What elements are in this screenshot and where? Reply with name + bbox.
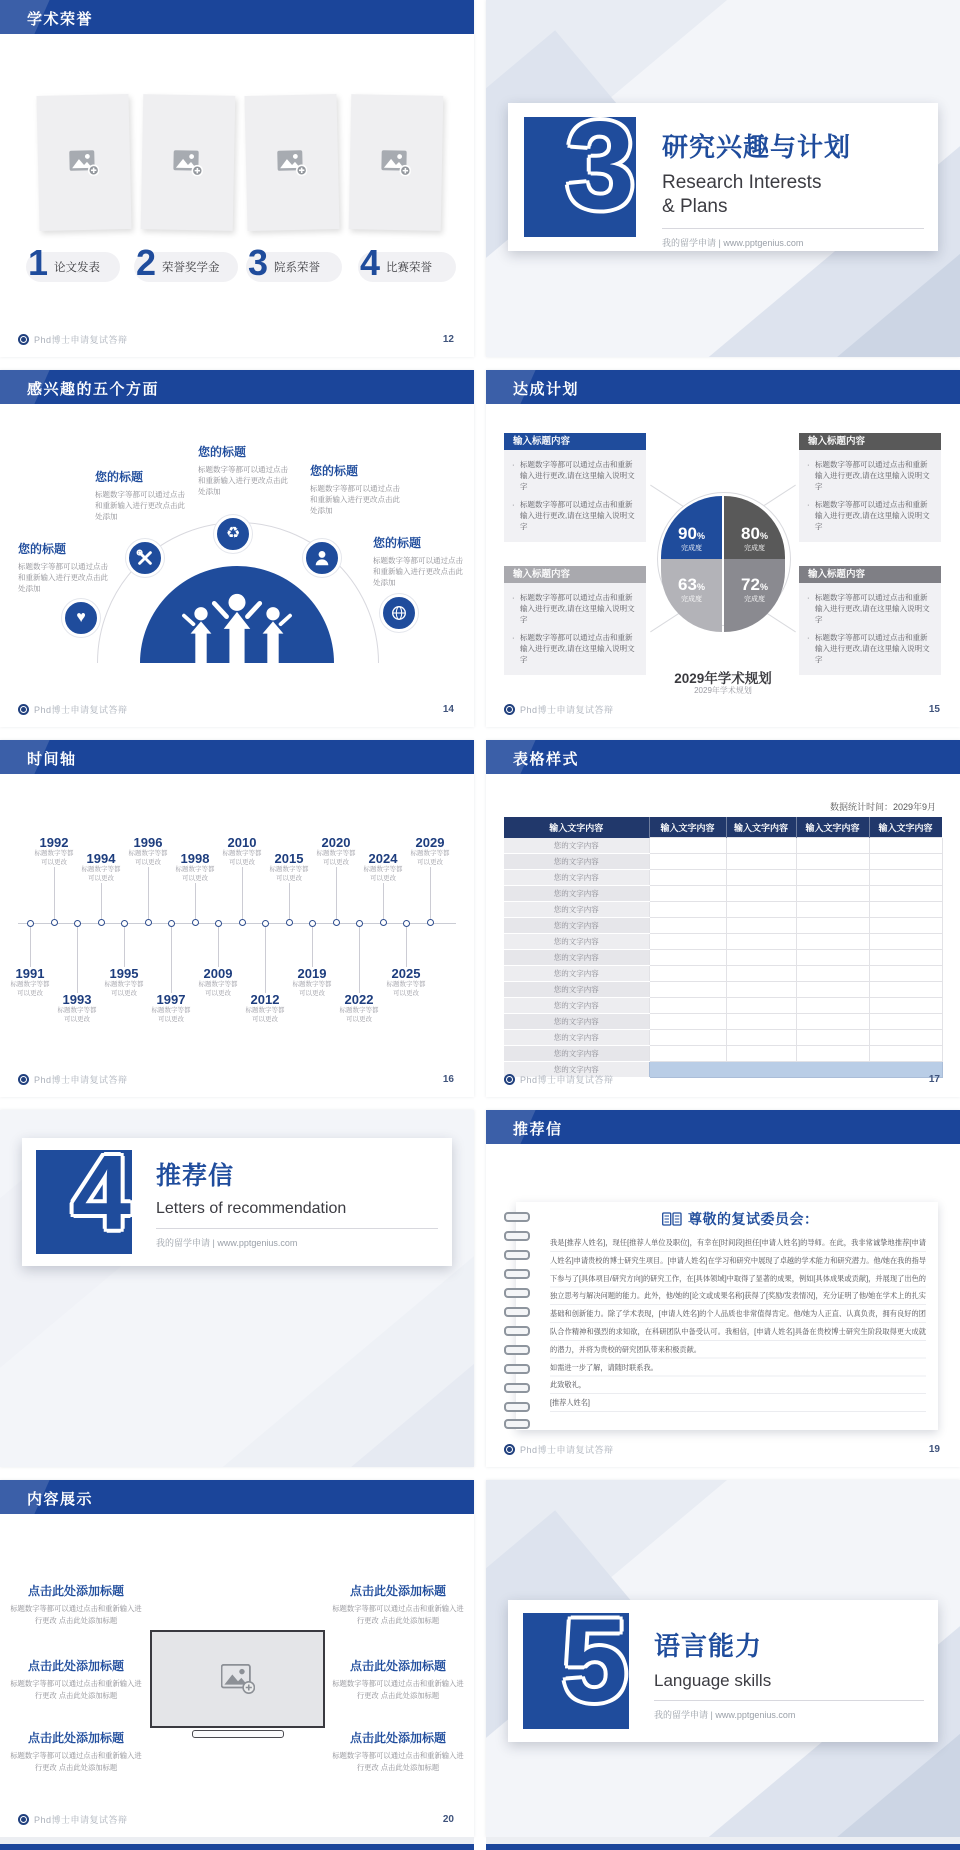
slide-title: 表格样式 bbox=[513, 751, 580, 768]
block-title: 您的标题 bbox=[95, 470, 144, 484]
globe-icon bbox=[380, 594, 418, 632]
section-title: 研究兴趣与计划 bbox=[662, 132, 852, 162]
section-subtitle: Letters of recommendation bbox=[156, 1200, 347, 1217]
text-block bbox=[332, 1729, 464, 1773]
slide-header-bar bbox=[486, 740, 960, 774]
block-title: 您的标题 bbox=[373, 536, 422, 550]
block-title: 点击此处添加标题 bbox=[349, 1584, 446, 1598]
timeline-point: 2009 标题数字等都 可以更改 bbox=[190, 920, 246, 998]
spiral-ring-icon bbox=[504, 1288, 530, 1298]
numbered-item bbox=[134, 242, 238, 283]
slide-19[interactable] bbox=[486, 1110, 960, 1467]
image-placeholder-icon bbox=[69, 149, 100, 176]
text-block bbox=[198, 443, 293, 497]
section-tagline: 我的留学申请 | www.pptgenius.com bbox=[156, 1238, 298, 1248]
block-title: 点击此处添加标题 bbox=[349, 1659, 446, 1673]
block-title: 点击此处添加标题 bbox=[349, 1731, 446, 1745]
section-tagline: 我的留学申请 | www.pptgenius.com bbox=[654, 1710, 796, 1721]
box-title: 输入标题内容 bbox=[504, 433, 646, 450]
spiral-ring-icon bbox=[504, 1326, 530, 1336]
text-block bbox=[332, 1657, 464, 1701]
text-block bbox=[10, 1582, 142, 1626]
spiral-ring-icon bbox=[504, 1231, 530, 1241]
image-placeholder-icon bbox=[381, 149, 411, 176]
section-text bbox=[156, 1156, 438, 1249]
slide-footer bbox=[18, 702, 454, 716]
footer-brand: Phd博士申请复试答辩 bbox=[520, 1074, 614, 1085]
bullet-text: 标题数字等都可以通过点击和重新输入进行更改,请在这里输入说明文字 bbox=[520, 460, 635, 491]
completion-pie bbox=[657, 492, 791, 626]
brand-icon bbox=[18, 1814, 29, 1825]
timeline-point: 1998 标题数字等都 可以更改 bbox=[167, 852, 223, 926]
timeline-point: 2024 标题数字等都 可以更改 bbox=[355, 852, 411, 926]
page-number: 16 bbox=[442, 1073, 454, 1085]
spiral-ring-icon bbox=[504, 1212, 530, 1222]
content-box: 输入标题内容 · 标题数字等都可以通过点击和重新输入进行更改,请在这里输入说明文字 · 标题数字等都可以通过点击和重新输入进行更改,请在这里输入说明文字 bbox=[504, 433, 646, 542]
block-body: 标题数字等都可以通过点击和重新输入进行更改 点击此处添加标题 bbox=[332, 1604, 464, 1625]
spiral-ring-icon bbox=[504, 1269, 530, 1279]
item-number: 4 bbox=[360, 242, 381, 283]
pie-caption-sub: 2029年学术规划 bbox=[694, 686, 752, 695]
block-body: 标题数字等都可以通过点击和重新输入进行更改点击此处添加 bbox=[95, 490, 185, 521]
section-number: 5 bbox=[562, 1595, 628, 1727]
page-number: 12 bbox=[442, 333, 454, 345]
box-title: 输入标题内容 bbox=[799, 433, 941, 450]
slide-header-bar bbox=[486, 370, 960, 404]
numbered-item bbox=[26, 242, 120, 283]
footer-brand: Phd博士申请复试答辩 bbox=[520, 1444, 614, 1455]
timeline-point: 2010 标题数字等都 可以更改 bbox=[214, 836, 270, 926]
numbered-item bbox=[246, 242, 342, 283]
item-label: 院系荣誉 bbox=[274, 262, 321, 274]
table-row: 您的文字内容 bbox=[504, 886, 942, 902]
table-row: 您的文字内容 bbox=[504, 918, 942, 934]
timeline-point: 1997 标题数字等都 可以更改 bbox=[143, 920, 199, 1024]
timeline-point: 1991 标题数字等都 可以更改 bbox=[2, 920, 58, 998]
spiral-ring-icon bbox=[504, 1307, 530, 1317]
footer-brand: Phd博士申请复试答辩 bbox=[34, 1814, 128, 1825]
table-row: 您的文字内容 bbox=[504, 966, 942, 982]
letter-salutation-row bbox=[662, 1209, 819, 1229]
item-number: 3 bbox=[248, 242, 269, 283]
next-slide-peek bbox=[486, 1844, 960, 1850]
slide-footer bbox=[18, 1072, 454, 1086]
slide-title: 内容展示 bbox=[27, 1491, 94, 1508]
table-header-cell: 输入文字内容 bbox=[869, 817, 942, 838]
photo-placeholder bbox=[141, 94, 236, 231]
block-body: 标题数字等都可以通过点击和重新输入进行更改点击此处添加 bbox=[373, 556, 463, 587]
block-body: 标题数字等都可以通过点击和重新输入进行更改 点击此处添加标题 bbox=[10, 1679, 142, 1700]
slide-15[interactable] bbox=[486, 370, 960, 727]
slide-title: 推荐信 bbox=[513, 1121, 563, 1138]
people-group-icon bbox=[173, 591, 301, 663]
row-gap bbox=[0, 1837, 474, 1844]
slide-title: 感兴趣的五个方面 bbox=[27, 381, 160, 398]
block-body: 标题数字等都可以通过点击和重新输入进行更改 点击此处添加标题 bbox=[10, 1751, 142, 1772]
letter-closing: 此致敬礼， bbox=[550, 1380, 586, 1390]
tools-icon bbox=[126, 539, 164, 577]
table-note: 数据统计时间：2029年9月 bbox=[829, 802, 936, 812]
box-title: 输入标题内容 bbox=[799, 566, 941, 583]
row-gap bbox=[486, 1837, 960, 1844]
block-body: 标题数字等都可以通过点击和重新输入进行更改点击此处添加 bbox=[310, 484, 400, 515]
content-box: 输入标题内容 · 标题数字等都可以通过点击和重新输入进行更改,请在这里输入说明文字 · 标题数字等都可以通过点击和重新输入进行更改,请在这里输入说明文字 bbox=[504, 566, 646, 675]
quadrant-80: 80% 完成度 bbox=[724, 496, 785, 569]
document-icon bbox=[662, 1212, 682, 1226]
spiral-ring-icon bbox=[504, 1402, 530, 1412]
page-number: 15 bbox=[928, 703, 940, 715]
letter-salutation: 尊敬的复试委员会： bbox=[688, 1211, 819, 1227]
timeline-point: 1994 标题数字等都 可以更改 bbox=[73, 852, 129, 926]
brand-icon bbox=[18, 704, 29, 715]
timeline-point: 1992 标题数字等都 可以更改 bbox=[26, 836, 82, 926]
section-number: 4 bbox=[72, 1134, 131, 1252]
table-header-cell: 输入文字内容 bbox=[726, 817, 796, 838]
bullet-text: 标题数字等都可以通过点击和重新输入进行更改,请在这里输入说明文字 bbox=[520, 500, 635, 531]
next-slide-peek bbox=[0, 1844, 474, 1850]
slide-header-bar bbox=[0, 1480, 474, 1514]
item-label: 论文发表 bbox=[54, 262, 101, 274]
table-row: 您的文字内容 bbox=[504, 1046, 942, 1062]
image-placeholder-icon bbox=[173, 149, 203, 176]
table-row: 您的文字内容 bbox=[504, 950, 942, 966]
timeline-point: 2015 标题数字等都 可以更改 bbox=[261, 852, 317, 926]
timeline-point: 2025 标题数字等都 可以更改 bbox=[378, 920, 434, 998]
block-title: 点击此处添加标题 bbox=[27, 1584, 124, 1598]
bullet-text: 标题数字等都可以通过点击和重新输入进行更改,请在这里输入说明文字 bbox=[815, 593, 930, 624]
bullet-text: 标题数字等都可以通过点击和重新输入进行更改,请在这里输入说明文字 bbox=[815, 460, 930, 491]
section-text bbox=[654, 1626, 924, 1721]
timeline-point: 1995 标题数字等都 可以更改 bbox=[96, 920, 152, 998]
item-label: 荣誉奖学金 bbox=[162, 262, 220, 274]
table-header-row bbox=[504, 817, 942, 838]
slide-footer bbox=[18, 332, 454, 346]
footer-brand: Phd博士申请复试答辩 bbox=[34, 1074, 128, 1085]
data-table bbox=[504, 817, 943, 1078]
page-number: 14 bbox=[442, 703, 454, 715]
tv-display bbox=[150, 1630, 325, 1728]
box-title: 输入标题内容 bbox=[504, 566, 646, 583]
bullet-text: 标题数字等都可以通过点击和重新输入进行更改,请在这里输入说明文字 bbox=[815, 633, 930, 664]
timeline-point: 2020 标题数字等都 可以更改 bbox=[308, 836, 364, 926]
section-text bbox=[662, 127, 924, 249]
block-title: 点击此处添加标题 bbox=[27, 1731, 124, 1745]
section-tagline: 我的留学申请 | www.pptgenius.com bbox=[662, 237, 804, 248]
section-title: 语言能力 bbox=[654, 1631, 763, 1661]
table-row: 您的文字内容 bbox=[504, 982, 942, 998]
table-row: 您的文字内容 bbox=[504, 934, 942, 950]
table-row: 您的文字内容 bbox=[504, 838, 942, 854]
letter-body bbox=[550, 1234, 926, 1412]
slide-footer bbox=[504, 1072, 940, 1086]
bullet-text: 标题数字等都可以通过点击和重新输入进行更改,请在这里输入说明文字 bbox=[815, 500, 930, 531]
block-title: 您的标题 bbox=[310, 464, 359, 478]
page-number: 19 bbox=[928, 1443, 940, 1455]
brand-icon bbox=[504, 1444, 515, 1455]
footer-brand: Phd博士申请复试答辩 bbox=[34, 334, 128, 345]
photo-placeholder bbox=[349, 94, 444, 231]
divider-line bbox=[156, 1228, 438, 1229]
timeline-point: 2029 标题数字等都 可以更改 bbox=[402, 836, 458, 926]
image-placeholder-icon bbox=[221, 1664, 255, 1694]
item-label: 比赛荣誉 bbox=[386, 262, 433, 274]
divider-line bbox=[662, 228, 924, 229]
connector-line bbox=[760, 485, 796, 509]
letter-closing: 如需进一步了解，请随时联系我。 bbox=[550, 1362, 658, 1372]
section-number: 3 bbox=[566, 97, 635, 235]
section-card bbox=[508, 97, 938, 251]
item-number: 1 bbox=[28, 242, 49, 283]
table-row: 您的文字内容 bbox=[504, 1014, 942, 1030]
page-number: 20 bbox=[442, 1813, 454, 1825]
section-card bbox=[22, 1134, 452, 1266]
brand-icon bbox=[18, 1074, 29, 1085]
timeline-point: 2012 标题数字等都 可以更改 bbox=[237, 920, 293, 1024]
slide-title: 时间轴 bbox=[27, 751, 77, 768]
slide-16[interactable] bbox=[0, 740, 474, 1097]
recycle-icon: ♻ bbox=[214, 515, 252, 553]
block-body: 标题数字等都可以通过点击和重新输入进行更改 点击此处添加标题 bbox=[332, 1751, 464, 1772]
table-row: 您的文字内容 bbox=[504, 870, 942, 886]
spiral-ring-icon bbox=[504, 1345, 530, 1355]
text-block bbox=[332, 1582, 464, 1626]
slide-header-bar bbox=[486, 1110, 960, 1144]
table-row: 您的文字内容 bbox=[504, 854, 942, 870]
table-row: 您的文字内容 bbox=[504, 998, 942, 1014]
table-header-cell: 输入文字内容 bbox=[796, 817, 869, 838]
section-title: 推荐信 bbox=[156, 1162, 235, 1190]
slide-21[interactable] bbox=[486, 1480, 960, 1837]
slide-title: 学术荣誉 bbox=[27, 11, 94, 28]
block-body: 标题数字等都可以通过点击和重新输入进行更改点击此处添加 bbox=[18, 562, 108, 593]
text-block bbox=[10, 1729, 142, 1773]
photo-placeholder bbox=[36, 94, 131, 231]
slide-14[interactable] bbox=[0, 370, 474, 727]
brand-icon bbox=[18, 334, 29, 345]
photo-placeholder bbox=[244, 94, 339, 231]
slide-12[interactable] bbox=[0, 0, 474, 357]
slide-title: 达成计划 bbox=[513, 381, 580, 398]
table-header-cell: 输入文字内容 bbox=[504, 817, 649, 838]
spiral-ring-icon bbox=[504, 1419, 530, 1429]
footer-brand: Phd博士申请复试答辩 bbox=[520, 704, 614, 715]
slide-header-bar bbox=[0, 0, 474, 34]
brand-icon bbox=[504, 704, 515, 715]
letter-paragraph: 我是[推荐人姓名]，现任[推荐人单位及职位]，有幸在[时间段]担任[申请人姓名]的导师。在此，我非常诚挚地推荐[申请人姓名]申请贵校的博士研究生项目。[申请人姓名]在学习和研究中展现了卓越的学术能力和研究潜力。他/她在我的指导下参与了[具体项目/研究方向]的研究工作，在[具体领域]中取得了显著的成果，例如[具体成果或贡献]，并展现了出色的独立思考与解决问题的能力。此外，他/她的[论文或成果名称]获得了[奖励/发表情况]，充分证明了他/她在学术上的扎实基础和创新能力。除了学术表现，[申请人姓名]的个人品质也非常值得肯定。他/她为人正直、认真负责，拥有良好的团队合作精神和强烈的求知欲，在科研团队中备受认可。我相信，[申请人姓名]具备在贵校博士研究生阶段取得更大成就的潜力，并将为贵校的研究团队带来积极贡献。 bbox=[550, 1238, 926, 1354]
connector-line bbox=[650, 485, 686, 509]
footer-brand: Phd博士申请复试答辩 bbox=[34, 704, 128, 715]
slide-17[interactable] bbox=[486, 740, 960, 1097]
spiral-ring-icon bbox=[504, 1364, 530, 1374]
slide-18[interactable] bbox=[0, 1110, 474, 1467]
slide-footer bbox=[18, 1812, 454, 1826]
page-number: 17 bbox=[928, 1073, 940, 1085]
divider-line bbox=[654, 1700, 924, 1701]
block-title: 您的标题 bbox=[198, 445, 247, 459]
slide-20[interactable] bbox=[0, 1480, 474, 1837]
quadrant-72: 72% 完成度 bbox=[724, 559, 785, 632]
slide-13[interactable] bbox=[486, 0, 960, 357]
block-title: 您的标题 bbox=[18, 542, 67, 556]
person-icon bbox=[303, 539, 341, 577]
bullet-text: 标题数字等都可以通过点击和重新输入进行更改,请在这里输入说明文字 bbox=[520, 633, 635, 664]
timeline-point: 1993 标题数字等都 可以更改 bbox=[49, 920, 105, 1024]
numbered-item bbox=[358, 242, 456, 283]
block-title: 点击此处添加标题 bbox=[27, 1659, 124, 1673]
timeline-point: 1996 标题数字等都 可以更改 bbox=[120, 836, 176, 926]
table-header-cell: 输入文字内容 bbox=[649, 817, 726, 838]
table-row: 您的文字内容 bbox=[504, 1030, 942, 1046]
item-number: 2 bbox=[136, 242, 157, 283]
slide-footer bbox=[504, 1442, 940, 1456]
block-body: 标题数字等都可以通过点击和重新输入进行更改 点击此处添加标题 bbox=[10, 1604, 142, 1625]
content-box: 输入标题内容 · 标题数字等都可以通过点击和重新输入进行更改,请在这里输入说明文字 · 标题数字等都可以通过点击和重新输入进行更改,请在这里输入说明文字 bbox=[799, 433, 941, 542]
timeline-point: 2019 标题数字等都 可以更改 bbox=[284, 920, 340, 998]
tv-stand bbox=[192, 1730, 284, 1738]
section-subtitle: Language skills bbox=[654, 1671, 772, 1690]
pie-caption: 2029年学术规划 bbox=[674, 671, 772, 686]
letter-signature: [推荐人姓名] bbox=[550, 1398, 590, 1408]
slide-header-bar bbox=[0, 370, 474, 404]
table-row: 您的文字内容 bbox=[504, 902, 942, 918]
block-body: 标题数字等都可以通过点击和重新输入进行更改点击此处添加 bbox=[198, 465, 288, 496]
bullet-text: 标题数字等都可以通过点击和重新输入进行更改,请在这里输入说明文字 bbox=[520, 593, 635, 624]
text-block bbox=[10, 1657, 142, 1701]
brand-icon bbox=[504, 1074, 515, 1085]
section-card bbox=[508, 1595, 938, 1742]
content-box: 输入标题内容 · 标题数字等都可以通过点击和重新输入进行更改,请在这里输入说明文字 · 标题数字等都可以通过点击和重新输入进行更改,请在这里输入说明文字 bbox=[799, 566, 941, 675]
spiral-ring-icon bbox=[504, 1383, 530, 1393]
slide-header-bar bbox=[0, 740, 474, 774]
heart-icon: ♥ bbox=[62, 599, 100, 637]
section-subtitle: Research Interests & Plans bbox=[662, 172, 822, 217]
quadrant-90: 90% 完成度 bbox=[661, 496, 722, 569]
table-row-merged: 您的文字内容 bbox=[504, 1062, 942, 1078]
timeline-point: 2022 标题数字等都 可以更改 bbox=[331, 920, 387, 1024]
image-placeholder-icon bbox=[277, 149, 308, 176]
spiral-ring-icon bbox=[504, 1250, 530, 1260]
quadrant-63: 63% 完成度 bbox=[661, 559, 722, 632]
slide-footer bbox=[504, 702, 940, 716]
block-body: 标题数字等都可以通过点击和重新输入进行更改 点击此处添加标题 bbox=[332, 1679, 464, 1700]
